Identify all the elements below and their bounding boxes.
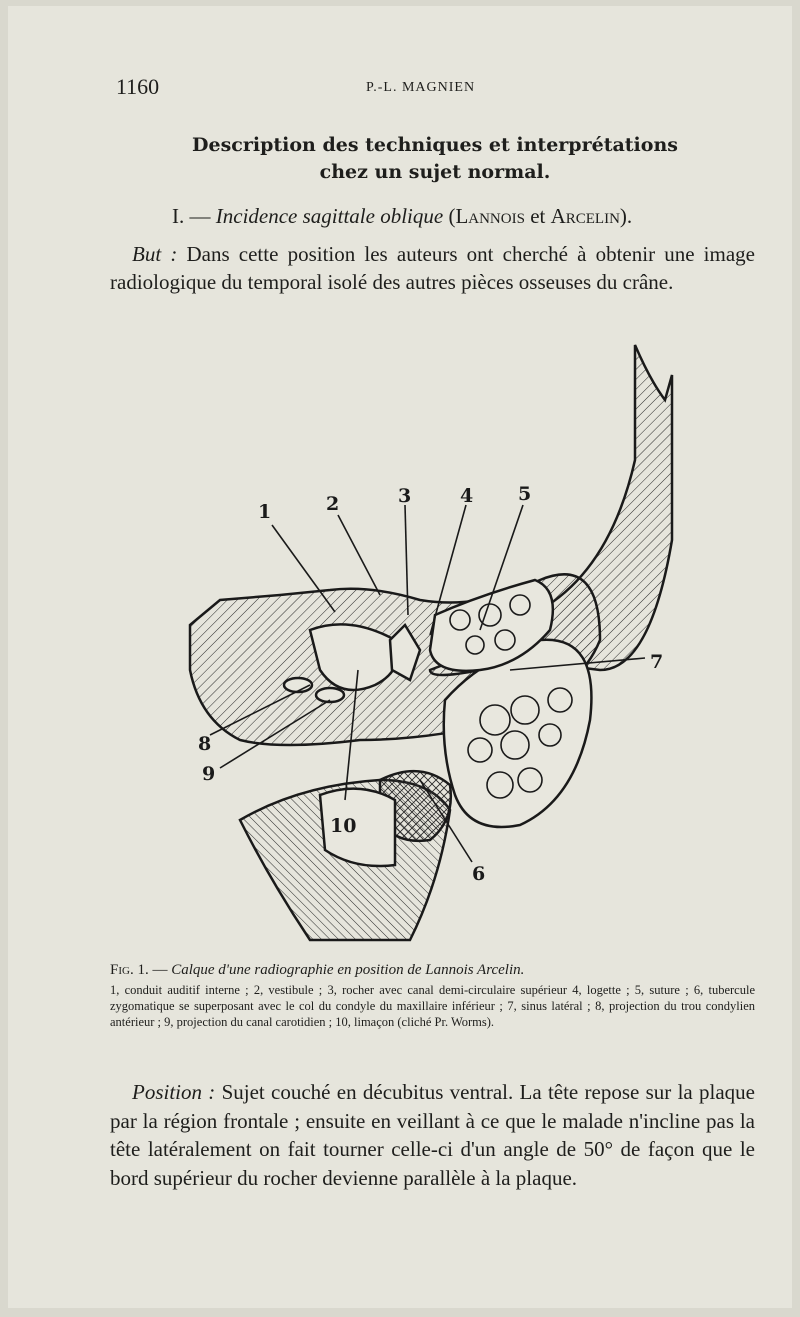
position-paragraph	[110, 1078, 755, 1192]
canal-oval	[284, 678, 312, 692]
author-arcelin: Arcelin	[550, 204, 620, 228]
authors-open: (	[443, 204, 456, 228]
subsection-title: Incidence sagittale oblique	[215, 204, 444, 228]
but-lead: But :	[132, 242, 178, 266]
bone-outlines	[190, 345, 672, 940]
subsection-numeral: I. —	[172, 204, 216, 228]
caption-fig-label: Fig. 1.	[110, 962, 149, 978]
subsection-heading	[172, 204, 632, 229]
fig-label-5: 5	[518, 483, 532, 505]
but-text: Dans cette position les auteurs ont cherché à obtenir une image radiologique du temporal isolé des autres pièces osseuses du crâne.	[110, 242, 755, 294]
caption-title-line	[110, 962, 755, 978]
figure-caption	[110, 962, 755, 1030]
fig-label-7: 7	[650, 651, 664, 673]
fig-label-4: 4	[460, 485, 474, 507]
fig-label-2: 2	[326, 493, 340, 515]
temporal-bone-drawing	[180, 340, 680, 955]
anatomical-figure	[180, 340, 680, 955]
section-title-line-2: chez un sujet normal.	[319, 161, 551, 183]
authors-and: et	[524, 204, 551, 228]
fig-label-6: 6	[472, 863, 486, 885]
authors-close: ).	[619, 204, 633, 228]
running-head: P.-L. MAGNIEN	[366, 80, 476, 95]
section-title	[150, 132, 720, 186]
caption-legend: 1, conduit auditif interne ; 2, vestibule ; 3, rocher avec canal demi-circulaire supérieur 4, logette ; 5, suture ; 6, tubercule zygomatique se superposant avec le col du condyle du maxillaire inférieur ; 7, sinus latéral ; 8, projection du trou condylien antérieur ; 9, projection du canal carotidien ; 10, limaçon (cliché Pr. Worms).	[110, 983, 755, 1029]
page-number: 1160	[116, 74, 160, 99]
caption-title: Calque d'une radiographie en position de Lannois Arcelin.	[171, 962, 525, 978]
section-title-line-1: Description des techniques et interprétations	[192, 134, 678, 156]
author-lannois: Lannois	[455, 204, 525, 228]
page-header	[106, 72, 756, 102]
fig-label-1: 1	[258, 501, 272, 523]
caption-dash: —	[148, 962, 172, 978]
fig-label-9: 9	[202, 763, 216, 785]
vestibule-oval	[316, 688, 344, 702]
fig-label-3: 3	[398, 485, 412, 507]
fig-label-8: 8	[198, 733, 212, 755]
position-lead: Position :	[132, 1080, 216, 1104]
fig-label-10: 10	[330, 815, 357, 837]
position-text: Sujet couché en décubitus ventral. La tête repose sur la plaque par la région frontale ; ensuite en veillant à ce que le malade n'incline pas la tête latéralement on fait tourner celle-ci d'un angle de 50° de façon que le bord supérieur du rocher devienne parallèle à la plaque.	[110, 1080, 755, 1190]
but-paragraph	[110, 240, 755, 296]
